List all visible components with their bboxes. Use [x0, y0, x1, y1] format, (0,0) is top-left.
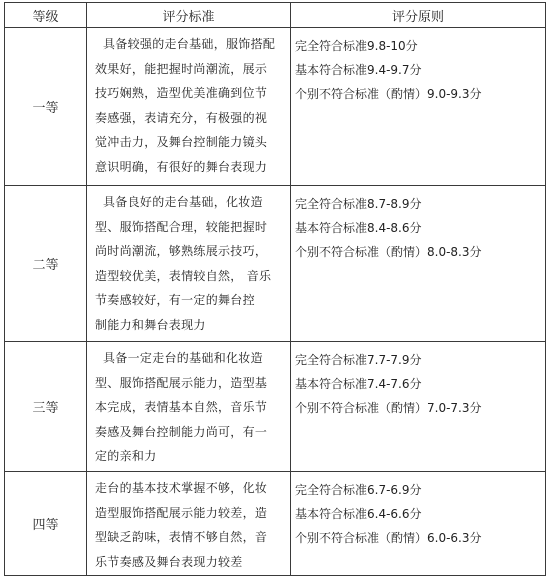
table-row	[5, 186, 546, 342]
table-row	[5, 472, 546, 576]
header-standard: 评分标准	[87, 3, 291, 28]
header-principle: 评分原则	[291, 3, 546, 28]
standard-cell	[87, 342, 291, 472]
standard-line: 乐节奏感及舞台表现力较差	[95, 554, 243, 569]
principle-cell	[291, 472, 546, 576]
standard-line: 走台的基本技术掌握不够，化妆	[95, 481, 268, 495]
grade-cell: 四等	[5, 472, 87, 576]
header-grade: 等级	[5, 3, 87, 28]
principle-line: 基本符合标准7.4-7.6分	[295, 377, 422, 391]
standard-line: 技巧娴熟，造型优美准确到位节	[95, 86, 268, 101]
principle-cell	[291, 186, 546, 342]
grade-cell: 二等	[5, 186, 87, 342]
principle-line: 个别不符合标准（酌情）9.0-9.3分	[295, 87, 482, 101]
principle-line: 个别不符合标准（酌情）6.0-6.3分	[295, 531, 482, 545]
standard-line: 具备较强的走台基础，服饰搭配	[103, 37, 276, 51]
scoring-table	[4, 2, 546, 576]
principle-line: 基本符合标准8.4-8.6分	[295, 221, 422, 235]
principle-line: 个别不符合标准（酌情）8.0-8.3分	[295, 245, 482, 259]
standard-line: 制能力和舞台表现力	[95, 317, 206, 332]
principle-line: 完全符合标准6.7-6.9分	[295, 483, 422, 497]
standard-line: 型、服饰搭配展示能力，造型基	[95, 375, 268, 390]
standard-line: 具备一定走台的基础和化妆造	[103, 351, 263, 365]
standard-line: 型缺乏韵味，表情不够自然，音	[95, 530, 268, 545]
standard-line: 节奏感较好，有一定的舞台控	[95, 293, 255, 308]
standard-line: 具备良好的走台基础，化妆造	[103, 195, 263, 209]
standard-line: 型、服饰搭配合理，较能把握时	[95, 219, 268, 234]
principle-line: 完全符合标准8.7-8.9分	[295, 197, 422, 211]
header-row	[5, 3, 546, 28]
principle-line: 个别不符合标准（酌情）7.0-7.3分	[295, 401, 482, 415]
principle-line: 基本符合标准6.4-6.6分	[295, 507, 422, 521]
principle-line: 完全符合标准7.7-7.9分	[295, 353, 422, 367]
grade-cell: 一等	[5, 28, 87, 186]
standard-line: 造型较优美，表情较自然， 音乐	[95, 268, 272, 283]
standard-line: 尚时尚潮流，够熟练展示技巧，	[95, 244, 268, 259]
standard-line: 奏感及舞台控制能力尚可，有一	[95, 424, 268, 439]
standard-cell	[87, 472, 291, 576]
grade-cell: 三等	[5, 342, 87, 472]
principle-cell	[291, 342, 546, 472]
standard-line: 定的亲和力	[95, 449, 157, 464]
standard-cell	[87, 28, 291, 186]
principle-line: 完全符合标准9.8-10分	[295, 39, 418, 53]
standard-cell	[87, 186, 291, 342]
standard-line: 意识明确，有很好的舞台表现力	[95, 159, 268, 174]
standard-line: 造型服饰搭配展示能力较差，造	[95, 505, 268, 520]
table-row	[5, 28, 546, 186]
standard-line: 觉冲击力，及舞台控制能力镜头	[95, 135, 268, 150]
standard-line: 奏感强，表请充分，有极强的视	[95, 110, 268, 125]
table-row	[5, 342, 546, 472]
principle-cell	[291, 28, 546, 186]
standard-line: 本完成，表情基本自然，音乐节	[95, 400, 268, 415]
principle-line: 基本符合标准9.4-9.7分	[295, 63, 422, 77]
standard-line: 效果好，能把握时尚潮流，展示	[95, 61, 268, 76]
